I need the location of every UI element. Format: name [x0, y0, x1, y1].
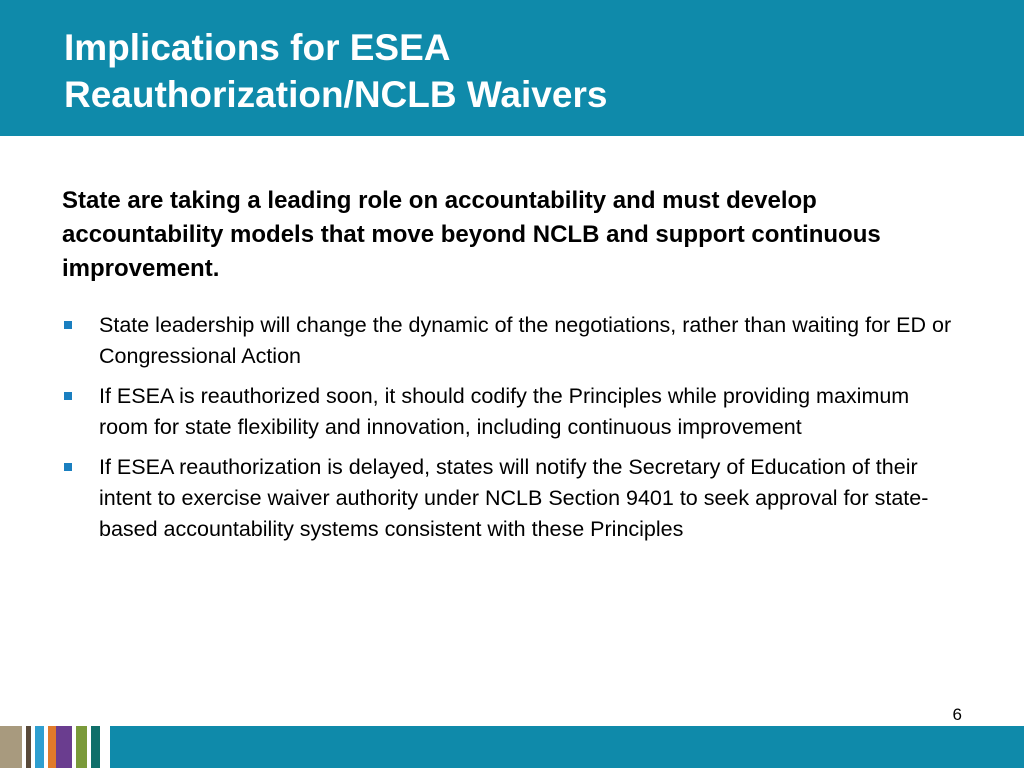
- bullet-text: If ESEA reauthorization is delayed, states will notify the Secretary of Education of their intent to exercise waiver authority under NCLB Section 9401 to seek approval for state-based accountability systems consistent with these Principles: [99, 455, 929, 541]
- slide-title: [64, 24, 964, 118]
- stripe: [76, 726, 87, 768]
- square-bullet-icon: [64, 463, 72, 471]
- lead-statement: State are taking a leading role on accountability and must develop accountability models that move beyond NCLB and support continuous improvement.: [62, 187, 881, 282]
- stripe: [100, 726, 110, 768]
- bullet-text: State leadership will change the dynamic of the negotiations, rather than waiting for ED or Congressional Action: [99, 313, 952, 368]
- footer-band: [0, 726, 1024, 768]
- square-bullet-icon: [64, 392, 72, 400]
- decorative-stripes: [0, 726, 120, 768]
- stripe: [91, 726, 100, 768]
- bullet-item: [62, 452, 962, 545]
- stripe: [56, 726, 72, 768]
- slide-title-line-2: Reauthorization/NCLB Waivers: [64, 74, 608, 115]
- bullet-list: [62, 310, 962, 554]
- page-number: 6: [952, 705, 962, 724]
- bullet-text: If ESEA is reauthorized soon, it should codify the Principles while providing maximum room for state flexibility and innovation, including continuous improvement: [99, 384, 910, 439]
- stripe: [35, 726, 44, 768]
- slide-title-line-1: Implications for ESEA: [64, 27, 451, 68]
- stripe: [48, 726, 56, 768]
- stripe: [0, 726, 22, 768]
- bullet-item: [62, 381, 962, 443]
- square-bullet-icon: [64, 321, 72, 329]
- bullet-item: [62, 310, 962, 372]
